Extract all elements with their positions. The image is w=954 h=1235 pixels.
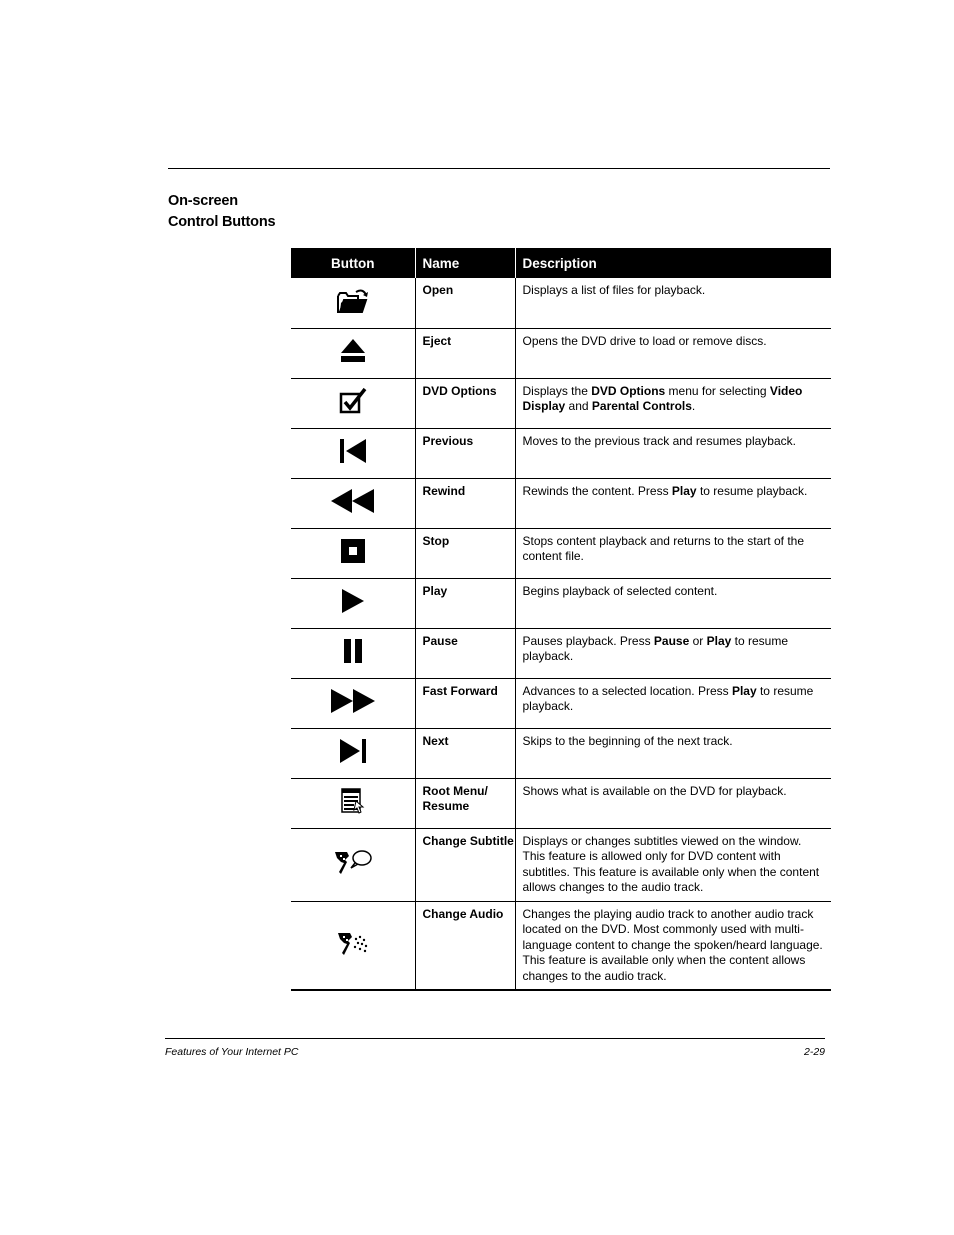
header-description: Description: [515, 248, 831, 278]
row-description: Pauses playback. Press Pause or Play to resume playback.: [515, 628, 831, 678]
audio-icon: [336, 929, 370, 962]
page-number: 2-29: [803, 1046, 825, 1058]
table-row: [291, 678, 831, 728]
row-name: Rewind: [415, 478, 515, 528]
row-description: Displays a list of files for playback.: [515, 278, 831, 328]
top-rule: [168, 168, 830, 169]
open-folder-icon: [336, 287, 370, 320]
row-description: Shows what is available on the DVD for playback.: [515, 778, 831, 828]
row-description: Skips to the beginning of the next track.: [515, 728, 831, 778]
stop-icon: [340, 538, 366, 569]
table-row: [291, 901, 831, 990]
section-title-line2: Control Buttons: [168, 214, 276, 230]
subtitle-icon: [333, 848, 373, 881]
pause-icon: [343, 638, 363, 669]
table-row: [291, 628, 831, 678]
row-name: Open: [415, 278, 515, 328]
section-title-line1: On-screen: [168, 193, 238, 209]
fast-forward-icon: [330, 688, 376, 719]
table-row: [291, 428, 831, 478]
table-row: [291, 278, 831, 328]
previous-track-icon: [338, 438, 368, 469]
table-row: [291, 578, 831, 628]
next-track-icon: [338, 738, 368, 769]
root-menu-icon: [341, 788, 365, 819]
table-row: [291, 728, 831, 778]
play-icon: [341, 588, 365, 619]
row-name: Next: [415, 728, 515, 778]
row-description: Moves to the previous track and resumes playback.: [515, 428, 831, 478]
footer-title: Features of Your Internet PC: [165, 1046, 299, 1058]
table-row: [291, 478, 831, 528]
row-name: DVD Options: [415, 378, 515, 428]
table-row: [291, 778, 831, 828]
control-buttons-table: [291, 248, 831, 991]
row-description: Opens the DVD drive to load or remove discs.: [515, 328, 831, 378]
table-row: [291, 828, 831, 901]
row-description: Rewinds the content. Press Play to resume playback.: [515, 478, 831, 528]
rewind-icon: [330, 488, 376, 519]
row-name: Change Subtitle: [415, 828, 515, 901]
table-row: [291, 528, 831, 578]
row-description: Displays or changes subtitles viewed on the window. This feature is allowed only for DVD content with subtitles. This feature is available only when the content allows changes to the audio track.: [515, 828, 831, 901]
table-header-row: [291, 248, 831, 278]
row-description: Stops content playback and returns to the start of the content file.: [515, 528, 831, 578]
row-description: Begins playback of selected content.: [515, 578, 831, 628]
row-name: Play: [415, 578, 515, 628]
table-row: [291, 378, 831, 428]
table-row: [291, 328, 831, 378]
row-name: Pause: [415, 628, 515, 678]
section-title: [168, 191, 275, 233]
row-name: Fast Forward: [415, 678, 515, 728]
header-name: Name: [415, 248, 515, 278]
eject-icon: [339, 337, 367, 370]
bottom-rule: [165, 1038, 825, 1039]
row-description: Advances to a selected location. Press Play to resume playback.: [515, 678, 831, 728]
header-button: Button: [291, 248, 415, 278]
row-name: Root Menu/ Resume: [415, 778, 515, 828]
checkbox-icon: [338, 387, 368, 420]
row-name: Eject: [415, 328, 515, 378]
row-name: Previous: [415, 428, 515, 478]
row-description: Displays the DVD Options menu for selecting Video Display and Parental Controls.: [515, 378, 831, 428]
row-description: Changes the playing audio track to another audio track located on the DVD. Most commonly used with multi-language content to change the spoken/heard language. This feature is available only when the content allows changes to the audio track.: [515, 901, 831, 990]
row-name: Change Audio: [415, 901, 515, 990]
row-name: Stop: [415, 528, 515, 578]
